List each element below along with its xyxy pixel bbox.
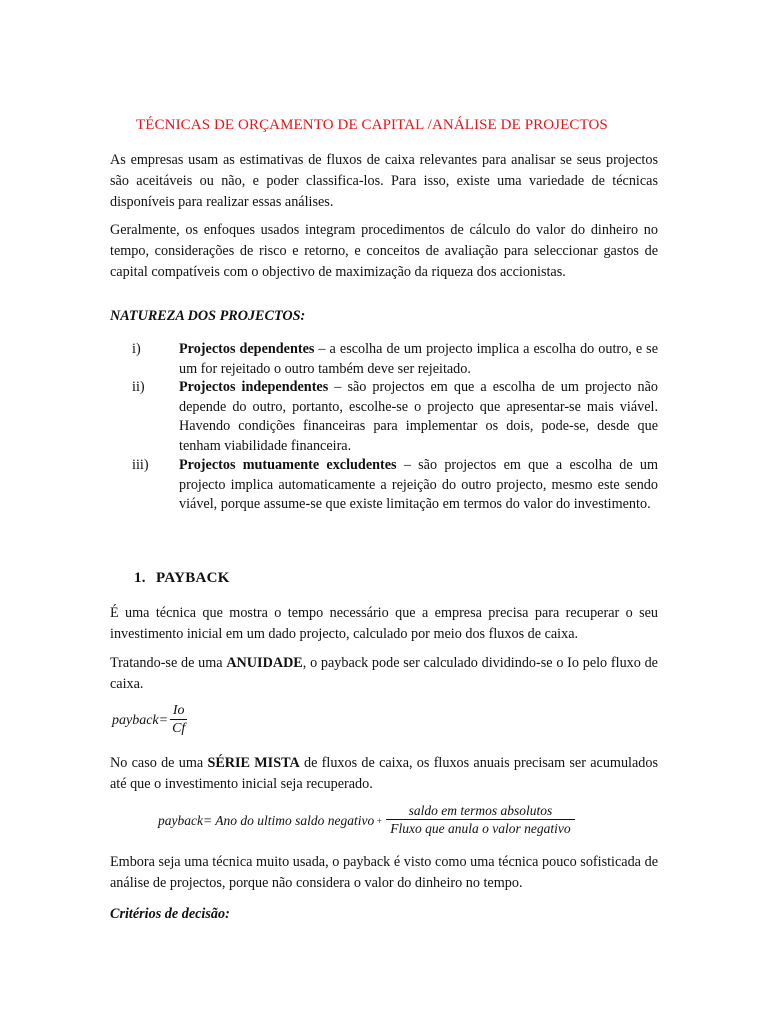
- fraction-denominator: Fluxo que anula o valor negativo: [386, 819, 574, 838]
- list-item: [132, 456, 658, 515]
- approach-paragraph: Geralmente, os enfoques usados integram procedimentos de cálculo do valor do dinheiro no tempo, considerações de risco e retorno, e conceitos de avaliação para seleccionar gastos de capital compatíveis com o objectivo de maximização da riqueza dos accionistas.: [110, 222, 658, 280]
- fraction: [386, 803, 574, 838]
- intro-paragraph: As empresas usam as estimativas de fluxos de caixa relevantes para analisar se seus projectos são aceitáveis ou não, e poder classifica-los. Para isso, existe uma variedade de técnicas disponíveis para realizar essas análises.: [110, 152, 658, 210]
- list-item-term: Projectos independentes: [179, 379, 329, 395]
- formula-lhs: payback=: [112, 712, 169, 728]
- bold-term: ANUIDADE: [226, 655, 303, 671]
- list-item: [132, 378, 658, 456]
- list-item-number: iii): [132, 457, 149, 473]
- criterios-heading: Critérios de decisão:: [110, 906, 230, 922]
- list-item-term: Projectos dependentes: [179, 341, 315, 357]
- payback-critique-paragraph: Embora seja uma técnica muito usada, o payback é visto como uma técnica pouco sofisticada de análise de projectos, porque não considera o valor do dinheiro no tempo.: [110, 854, 658, 891]
- list-item-number: i): [132, 341, 141, 357]
- text-run: de fluxos de caixa, os fluxos anuais precisam ser acumulados até que o investimento inicial seja recuperado.: [110, 755, 658, 792]
- formula-lhs: payback= Ano do ultimo saldo negativo: [158, 812, 375, 828]
- list-item-text: – são projectos em que a escolha de um projecto implica automaticamente a rejeição do outro projecto, mesmo este sendo viável, porque assume-se que existe limitação em termos do valor do investimento.: [179, 457, 659, 512]
- text-run: No caso de uma: [110, 755, 208, 771]
- fraction-denominator: Cf: [172, 721, 186, 736]
- fraction-numerator: Io: [172, 703, 185, 718]
- natureza-heading: NATUREZA DOS PROJECTOS:: [110, 308, 306, 324]
- section-title: PAYBACK: [156, 570, 230, 586]
- bold-term: SÉRIE MISTA: [207, 755, 300, 771]
- plus-sign: +: [376, 815, 383, 826]
- list-item-term: Projectos mutuamente excludentes: [179, 457, 397, 473]
- fraction: [170, 703, 187, 738]
- serie-mista-paragraph: [110, 753, 658, 795]
- payback-definition: É uma técnica que mostra o tempo necessário que a empresa precisa para recuperar o seu investimento inicial em um dado projecto, calculado por meio dos fluxos de caixa.: [110, 605, 658, 642]
- list-item-text: – a escolha de um projecto implica a escolha do outro, e se um for rejeitado o outro também deve ser rejeitado.: [179, 341, 658, 377]
- list-item-number: ii): [132, 379, 145, 395]
- page-title: TÉCNICAS DE ORÇAMENTO DE CAPITAL /ANÁLISE DE PROJECTOS: [136, 117, 608, 133]
- list-item: [132, 340, 658, 379]
- anuidade-paragraph: [110, 653, 658, 695]
- text-run: , o payback pode ser calculado dividindo-se o Io pelo fluxo de caixa.: [110, 655, 658, 692]
- section-number: 1.: [134, 570, 146, 586]
- list-item-text: – são projectos em que a escolha de um projecto não depende do outro, portanto, escolhe-se o projecto que apresentar-se mais viável. Havendo condições financeiras para implementar os dois, pode-se, desde que tenham viabilidade financeira.: [179, 379, 658, 454]
- text-run: Tratando-se de uma: [110, 655, 227, 671]
- section-heading-payback: [134, 570, 230, 587]
- fraction-numerator: saldo em termos absolutos: [408, 803, 553, 818]
- formula-payback-serie-mista: [158, 803, 575, 838]
- formula-payback-anuidade: [112, 703, 187, 738]
